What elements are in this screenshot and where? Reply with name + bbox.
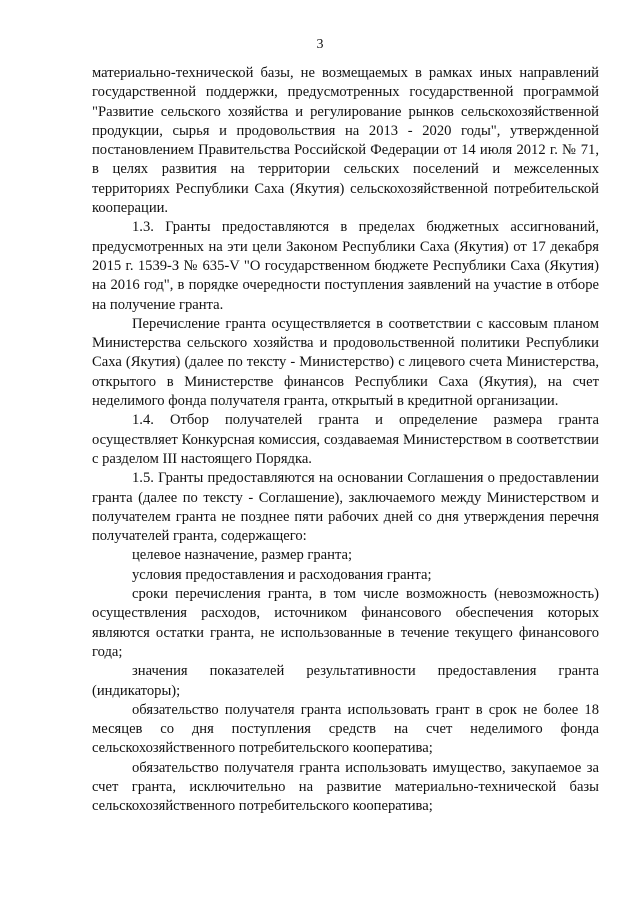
list-item-property-usage: обязательство получателя гранта использовать имущество, закупаемое за счет гранта, исключительно на развитие материально-технической базы сельскохозяйственного потребительского кооператива; [92,759,599,815]
list-item-purpose-amount: целевое назначение, размер гранта; [132,547,353,564]
paragraph-1-3-budget-allocations: 1.3. Гранты предоставляются в пределах бюджетных ассигнований, предусмотренных на эти цели Законом Республики Саха (Якутия) от 17 декабря 2015 г. 1539-З № 635-V "О государственном бюджете Республики Саха (Якутия) на 2016 год", в порядке очередности поступления заявлений на участие в отборе на получение гранта. [92,219,599,313]
list-item-conditions: условия предоставления и расходования гранта; [132,566,432,583]
page-number: 3 [316,37,324,52]
list-item-indicators: значения показателей результативности предоставления гранта (индикаторы); [92,663,599,699]
paragraph-1-5-agreement: 1.5. Гранты предоставляются на основании Соглашения о предоставлении гранта (далее по тексту - Соглашение), заключаемого между Министерством и получателем гранта не позднее пяти рабочих дней со дня утверждения перечня получателей гранта, содержащего: [92,470,599,545]
list-item-transfer-terms: сроки перечисления гранта, в том числе возможность (невозможность) осуществления расходов, источником финансового обеспечения которых являются остатки гранта, не использованные в течение текущего финансового года; [92,586,599,660]
paragraph-purpose-continuation: материально-технической базы, не возмещаемых в рамках иных направлений государственной поддержки, предусмотренных государственной программой "Развитие сельского хозяйства и регулирование рынков сельскохозяйственной продукции, сырья и продовольствия на 2013 - 2020 годы", утвержденной постановлением Правительства Российской Федерации от 14 июля 2012 г. № 71, в целях развития на территории сельских поселений и межселенных территориях Республики Саха (Якутия) сельскохозяйственной потребительской кооперации. [92,65,599,217]
paragraph-grant-transfer: Перечисление гранта осуществляется в соответствии с кассовым планом Министерства сельского хозяйства и продовольственной политики Республики Саха (Якутия) (далее по тексту - Министерство) с лицевого счета Министерства, открытого в Министерстве финансов Республики Саха (Якутия), на счет неделимого фонда получателя гранта, открытый в кредитной организации. [92,315,599,410]
list-item-usage-period: обязательство получателя гранта использовать грант в срок не более 18 месяцев со дня поступления средств на счет неделимого фонда сельскохозяйственного потребительского кооператива; [92,701,599,757]
document-body [92,64,599,817]
paragraph-1-4-selection: 1.4. Отбор получателей гранта и определение размера гранта осуществляет Конкурсная комиссия, создаваемая Министерством в соответствии с разделом III настоящего Порядка. [92,412,599,467]
